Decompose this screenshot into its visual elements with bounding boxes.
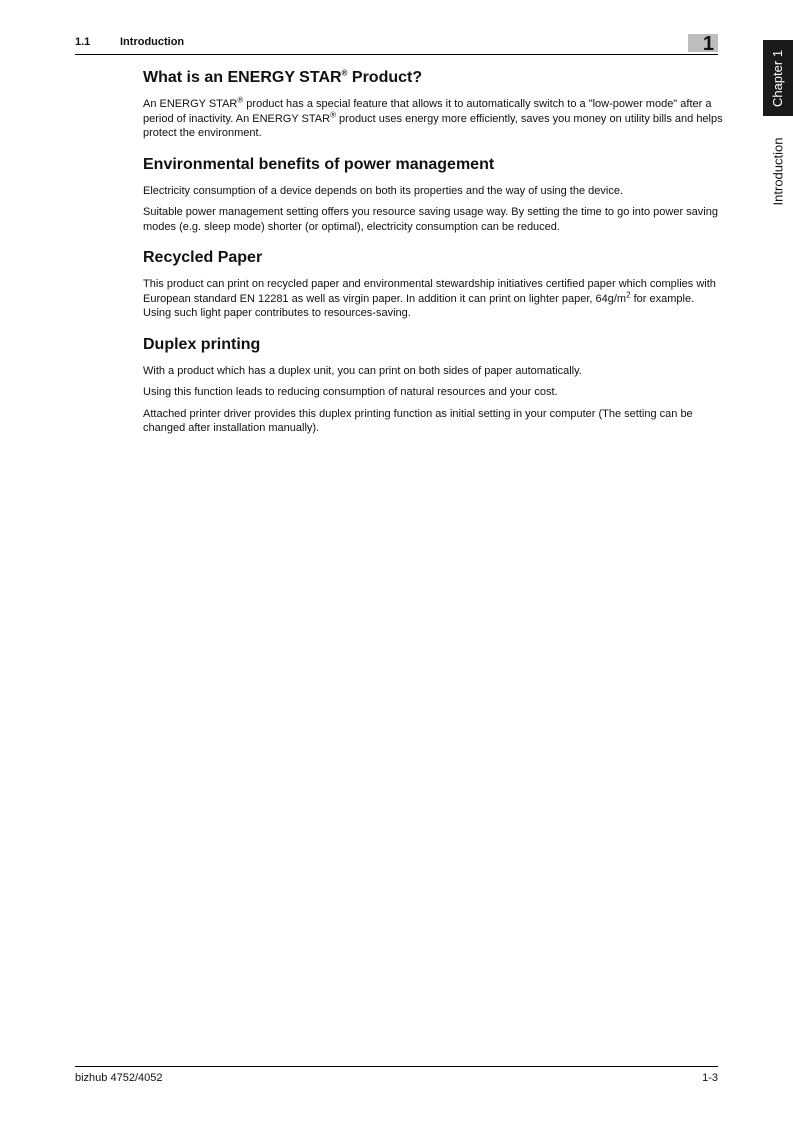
paragraph [143,97,723,141]
paragraph: With a product which has a duplex unit, you can print on both sides of paper automatically. [143,364,582,377]
text: An ENERGY STAR [143,98,238,110]
section-tab-label-wrap [763,126,793,216]
registered-mark: ® [237,95,244,105]
footer-model: bizhub 4752/4052 [75,1072,163,1084]
superscript: 2 [626,289,631,299]
heading-text: Product? [347,69,423,86]
text: for example. Using such light paper contributes to resources-saving. [143,292,695,319]
section-tab-label: Introduction [770,137,786,205]
chapter-tab-label: Chapter 1 [770,49,786,107]
section-heading: Environmental benefits of power management [143,155,495,173]
page-content [143,68,723,450]
section-heading: Recycled Paper [143,249,263,266]
section-recycled-paper [143,248,723,321]
chapter-tab-label-wrap [763,40,793,116]
page-footer [75,1066,718,1084]
chapter-number: 1 [702,33,714,55]
heading-text: What is an ENERGY STAR [143,69,342,86]
paragraph: Suitable power management setting offers you resource saving usage way. By setting the time to go into power saving modes (e.g. sleep mode) shorter (or optimal), electricity consumption can be reduced. [143,206,718,233]
section-duplex-printing [143,335,723,436]
text: product uses energy more efficiently, saves you money on utility bills and helps protect the environment. [143,112,723,139]
section-number: 1.1 [75,36,91,48]
section-energy-star [143,68,723,141]
paragraph: Using this function leads to reducing consumption of natural resources and your cost. [143,386,558,398]
section-heading [143,68,723,88]
registered-mark: ® [341,68,348,78]
paragraph: Electricity consumption of a device depends on both its properties and the way of using the device. [143,184,624,197]
text: This product can print on recycled paper and environmental stewardship initiatives certified paper which complies with European standard EN 12281 as well as virgin paper. In addition it can print on lighter paper, 64g/m [143,278,716,305]
paragraph [143,277,723,321]
section-title: Introduction [120,36,185,48]
page-header [75,34,718,55]
section-heading: Duplex printing [143,335,261,353]
section-power-management [143,155,723,235]
paragraph: Attached printer driver provides this duplex printing function as initial setting in your computer (The setting can be changed after installation manually). [143,407,693,434]
footer-page-number: 1-3 [702,1072,718,1084]
registered-mark: ® [330,109,336,119]
text: product has a special feature that allows it to automatically switch to a "low-power mode" after a period of inactivity. An ENERGY STAR [143,98,712,125]
